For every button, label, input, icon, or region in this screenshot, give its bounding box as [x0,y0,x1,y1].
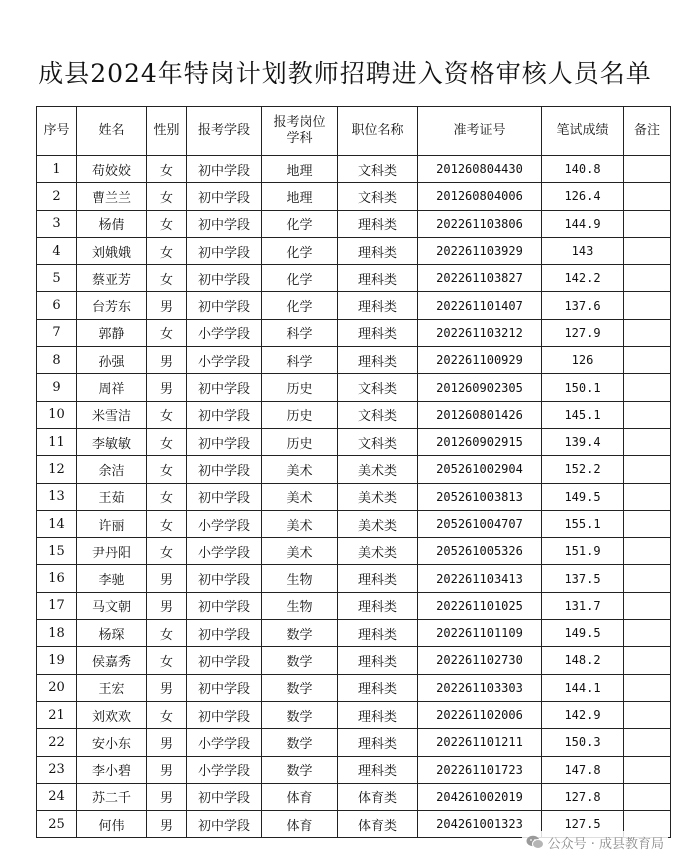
cell-subject: 体育 [262,783,338,810]
cell-score: 152.2 [542,456,624,483]
cell-seq: 18 [37,620,77,647]
cell-gender: 女 [147,210,187,237]
cell-position: 理科类 [338,729,418,756]
cell-position: 理科类 [338,701,418,728]
cell-score: 149.5 [542,483,624,510]
cell-remark [624,292,671,319]
cell-score: 140.8 [542,156,624,183]
cell-exam-id: 202261100929 [418,347,542,374]
cell-gender: 男 [147,674,187,701]
cell-remark [624,456,671,483]
cell-exam-id: 202261101723 [418,756,542,783]
cell-seq: 7 [37,319,77,346]
cell-subject: 数学 [262,729,338,756]
cell-score: 143 [542,237,624,264]
header-subject: 报考岗位 学科 [262,107,338,156]
cell-remark [624,237,671,264]
candidate-table [36,106,671,838]
cell-gender: 男 [147,756,187,783]
cell-stage: 初中学段 [187,428,262,455]
cell-position: 体育类 [338,811,418,838]
cell-position: 理科类 [338,347,418,374]
cell-seq: 2 [37,183,77,210]
wechat-icon [526,835,544,850]
cell-gender: 女 [147,237,187,264]
cell-score: 142.9 [542,701,624,728]
cell-subject: 历史 [262,401,338,428]
cell-name: 许丽 [77,510,147,537]
cell-name: 蔡亚芳 [77,265,147,292]
cell-exam-id: 202261102006 [418,701,542,728]
cell-remark [624,674,671,701]
cell-name: 安小东 [77,729,147,756]
table-row [37,674,671,701]
table-row [37,237,671,264]
cell-exam-id: 202261103929 [418,237,542,264]
cell-stage: 初中学段 [187,620,262,647]
cell-name: 米雪洁 [77,401,147,428]
cell-subject: 化学 [262,210,338,237]
cell-name: 苟姣姣 [77,156,147,183]
header-score: 笔试成绩 [542,107,624,156]
cell-remark [624,401,671,428]
cell-position: 文科类 [338,156,418,183]
cell-exam-id: 202261101211 [418,729,542,756]
header-seq: 序号 [37,107,77,156]
cell-exam-id: 202261101407 [418,292,542,319]
cell-seq: 25 [37,811,77,838]
cell-score: 148.2 [542,647,624,674]
cell-score: 137.5 [542,565,624,592]
cell-score: 151.9 [542,538,624,565]
cell-remark [624,510,671,537]
table-row [37,428,671,455]
cell-position: 美术类 [338,510,418,537]
cell-seq: 20 [37,674,77,701]
cell-stage: 小学学段 [187,756,262,783]
cell-stage: 小学学段 [187,319,262,346]
cell-subject: 科学 [262,319,338,346]
watermark [522,831,668,854]
cell-seq: 3 [37,210,77,237]
cell-stage: 小学学段 [187,347,262,374]
cell-stage: 初中学段 [187,401,262,428]
cell-gender: 男 [147,565,187,592]
table-row [37,565,671,592]
cell-gender: 女 [147,701,187,728]
header-position: 职位名称 [338,107,418,156]
cell-exam-id: 204261002019 [418,783,542,810]
cell-seq: 14 [37,510,77,537]
cell-gender: 女 [147,319,187,346]
table-row [37,456,671,483]
cell-gender: 女 [147,647,187,674]
cell-position: 理科类 [338,565,418,592]
cell-position: 理科类 [338,620,418,647]
header-stage: 报考学段 [187,107,262,156]
cell-score: 139.4 [542,428,624,455]
cell-score: 144.1 [542,674,624,701]
table-row [37,729,671,756]
table-row [37,265,671,292]
header-gender: 性别 [147,107,187,156]
cell-name: 台芳东 [77,292,147,319]
table-row [37,701,671,728]
cell-score: 126.4 [542,183,624,210]
cell-name: 侯嘉秀 [77,647,147,674]
cell-subject: 美术 [262,483,338,510]
cell-remark [624,647,671,674]
cell-name: 郭静 [77,319,147,346]
table-row [37,183,671,210]
cell-seq: 10 [37,401,77,428]
table-row [37,210,671,237]
cell-exam-id: 202261103303 [418,674,542,701]
cell-position: 体育类 [338,783,418,810]
cell-remark [624,538,671,565]
cell-remark [624,183,671,210]
cell-name: 刘娥娥 [77,237,147,264]
cell-exam-id: 205261003813 [418,483,542,510]
table-row [37,510,671,537]
cell-name: 刘欢欢 [77,701,147,728]
cell-score: 127.5 [542,811,624,838]
cell-score: 142.2 [542,265,624,292]
table-row [37,401,671,428]
cell-gender: 女 [147,183,187,210]
cell-subject: 数学 [262,620,338,647]
cell-stage: 初中学段 [187,674,262,701]
cell-exam-id: 205261004707 [418,510,542,537]
table-row [37,620,671,647]
cell-exam-id: 202261102730 [418,647,542,674]
cell-seq: 12 [37,456,77,483]
cell-score: 137.6 [542,292,624,319]
cell-seq: 24 [37,783,77,810]
cell-exam-id: 205261002904 [418,456,542,483]
cell-exam-id: 202261103413 [418,565,542,592]
cell-stage: 初中学段 [187,647,262,674]
page-title: 成县2024年特岗计划教师招聘进入资格审核人员名单 [38,59,652,88]
cell-gender: 女 [147,401,187,428]
cell-seq: 22 [37,729,77,756]
cell-exam-id: 202261103212 [418,319,542,346]
table-row [37,483,671,510]
cell-score: 149.5 [542,620,624,647]
cell-subject: 科学 [262,347,338,374]
cell-stage: 初中学段 [187,210,262,237]
cell-score: 147.8 [542,756,624,783]
cell-subject: 数学 [262,647,338,674]
cell-stage: 初中学段 [187,292,262,319]
cell-position: 理科类 [338,756,418,783]
cell-position: 理科类 [338,265,418,292]
cell-score: 127.8 [542,783,624,810]
cell-gender: 女 [147,483,187,510]
cell-exam-id: 202261103806 [418,210,542,237]
cell-seq: 17 [37,592,77,619]
cell-exam-id: 201260804430 [418,156,542,183]
cell-gender: 男 [147,729,187,756]
cell-seq: 21 [37,701,77,728]
cell-stage: 初中学段 [187,783,262,810]
cell-subject: 地理 [262,183,338,210]
table-row [37,156,671,183]
cell-stage: 初中学段 [187,374,262,401]
cell-gender: 女 [147,428,187,455]
table-header [37,107,671,156]
header-remark: 备注 [624,107,671,156]
cell-stage: 初中学段 [187,701,262,728]
cell-remark [624,756,671,783]
cell-position: 理科类 [338,319,418,346]
cell-stage: 初中学段 [187,265,262,292]
cell-subject: 美术 [262,456,338,483]
cell-position: 理科类 [338,592,418,619]
cell-position: 美术类 [338,456,418,483]
cell-subject: 体育 [262,811,338,838]
cell-gender: 女 [147,156,187,183]
cell-subject: 美术 [262,538,338,565]
cell-remark [624,210,671,237]
cell-score: 144.9 [542,210,624,237]
cell-seq: 13 [37,483,77,510]
cell-subject: 生物 [262,565,338,592]
cell-position: 理科类 [338,292,418,319]
cell-stage: 初中学段 [187,811,262,838]
cell-subject: 化学 [262,265,338,292]
cell-remark [624,156,671,183]
cell-subject: 数学 [262,701,338,728]
cell-gender: 女 [147,456,187,483]
cell-name: 王茹 [77,483,147,510]
cell-remark [624,347,671,374]
cell-exam-id: 202261103827 [418,265,542,292]
cell-name: 王宏 [77,674,147,701]
cell-subject: 美术 [262,510,338,537]
cell-name: 孙强 [77,347,147,374]
cell-subject: 历史 [262,374,338,401]
cell-exam-id: 201260902305 [418,374,542,401]
cell-position: 美术类 [338,538,418,565]
cell-exam-id: 201260804006 [418,183,542,210]
cell-seq: 1 [37,156,77,183]
table-body [37,156,671,838]
cell-seq: 19 [37,647,77,674]
cell-score: 131.7 [542,592,624,619]
cell-seq: 9 [37,374,77,401]
cell-stage: 初中学段 [187,565,262,592]
cell-position: 文科类 [338,183,418,210]
table-row [37,783,671,810]
cell-seq: 8 [37,347,77,374]
cell-exam-id: 201260902915 [418,428,542,455]
cell-stage: 初中学段 [187,456,262,483]
cell-stage: 小学学段 [187,729,262,756]
cell-name: 李小碧 [77,756,147,783]
header-exam-id: 准考证号 [418,107,542,156]
cell-subject: 化学 [262,237,338,264]
cell-name: 杨倩 [77,210,147,237]
cell-position: 理科类 [338,674,418,701]
cell-stage: 初中学段 [187,156,262,183]
cell-subject: 数学 [262,756,338,783]
cell-stage: 初中学段 [187,483,262,510]
cell-score: 150.1 [542,374,624,401]
cell-stage: 初中学段 [187,183,262,210]
cell-remark [624,701,671,728]
cell-gender: 男 [147,592,187,619]
cell-stage: 初中学段 [187,592,262,619]
table-row [37,347,671,374]
cell-score: 155.1 [542,510,624,537]
cell-remark [624,374,671,401]
cell-seq: 16 [37,565,77,592]
cell-gender: 男 [147,347,187,374]
cell-remark [624,319,671,346]
cell-name: 何伟 [77,811,147,838]
cell-name: 苏二千 [77,783,147,810]
table-row [37,374,671,401]
table-row [37,647,671,674]
cell-remark [624,620,671,647]
cell-gender: 男 [147,292,187,319]
table-row [37,756,671,783]
cell-score: 127.9 [542,319,624,346]
cell-exam-id: 202261101025 [418,592,542,619]
cell-subject: 化学 [262,292,338,319]
cell-position: 理科类 [338,647,418,674]
cell-gender: 女 [147,265,187,292]
cell-stage: 小学学段 [187,510,262,537]
cell-name: 余洁 [77,456,147,483]
cell-position: 文科类 [338,374,418,401]
table-row [37,538,671,565]
cell-stage: 初中学段 [187,237,262,264]
cell-remark [624,483,671,510]
cell-exam-id: 202261101109 [418,620,542,647]
cell-remark [624,783,671,810]
cell-score: 150.3 [542,729,624,756]
cell-name: 李敏敏 [77,428,147,455]
cell-gender: 女 [147,510,187,537]
cell-exam-id: 205261005326 [418,538,542,565]
cell-position: 文科类 [338,428,418,455]
cell-subject: 生物 [262,592,338,619]
cell-seq: 6 [37,292,77,319]
header-name: 姓名 [77,107,147,156]
cell-name: 曹兰兰 [77,183,147,210]
cell-position: 文科类 [338,401,418,428]
cell-score: 145.1 [542,401,624,428]
cell-subject: 地理 [262,156,338,183]
cell-seq: 11 [37,428,77,455]
cell-subject: 历史 [262,428,338,455]
cell-exam-id: 201260801426 [418,401,542,428]
cell-gender: 男 [147,811,187,838]
cell-score: 126 [542,347,624,374]
cell-remark [624,428,671,455]
cell-position: 理科类 [338,237,418,264]
cell-subject: 数学 [262,674,338,701]
cell-name: 李驰 [77,565,147,592]
cell-seq: 23 [37,756,77,783]
watermark-text: 公众号 · 成县教育局 [547,837,664,852]
cell-name: 尹丹阳 [77,538,147,565]
cell-gender: 男 [147,374,187,401]
table-row [37,319,671,346]
cell-exam-id: 204261001323 [418,811,542,838]
cell-seq: 15 [37,538,77,565]
table-row [37,592,671,619]
cell-remark [624,729,671,756]
cell-gender: 男 [147,783,187,810]
cell-stage: 小学学段 [187,538,262,565]
cell-seq: 4 [37,237,77,264]
cell-name: 周祥 [77,374,147,401]
cell-position: 理科类 [338,210,418,237]
cell-gender: 女 [147,620,187,647]
cell-gender: 女 [147,538,187,565]
cell-remark [624,565,671,592]
cell-remark [624,265,671,292]
cell-name: 杨琛 [77,620,147,647]
table-row [37,292,671,319]
cell-remark [624,592,671,619]
cell-name: 马文朝 [77,592,147,619]
cell-seq: 5 [37,265,77,292]
cell-position: 美术类 [338,483,418,510]
